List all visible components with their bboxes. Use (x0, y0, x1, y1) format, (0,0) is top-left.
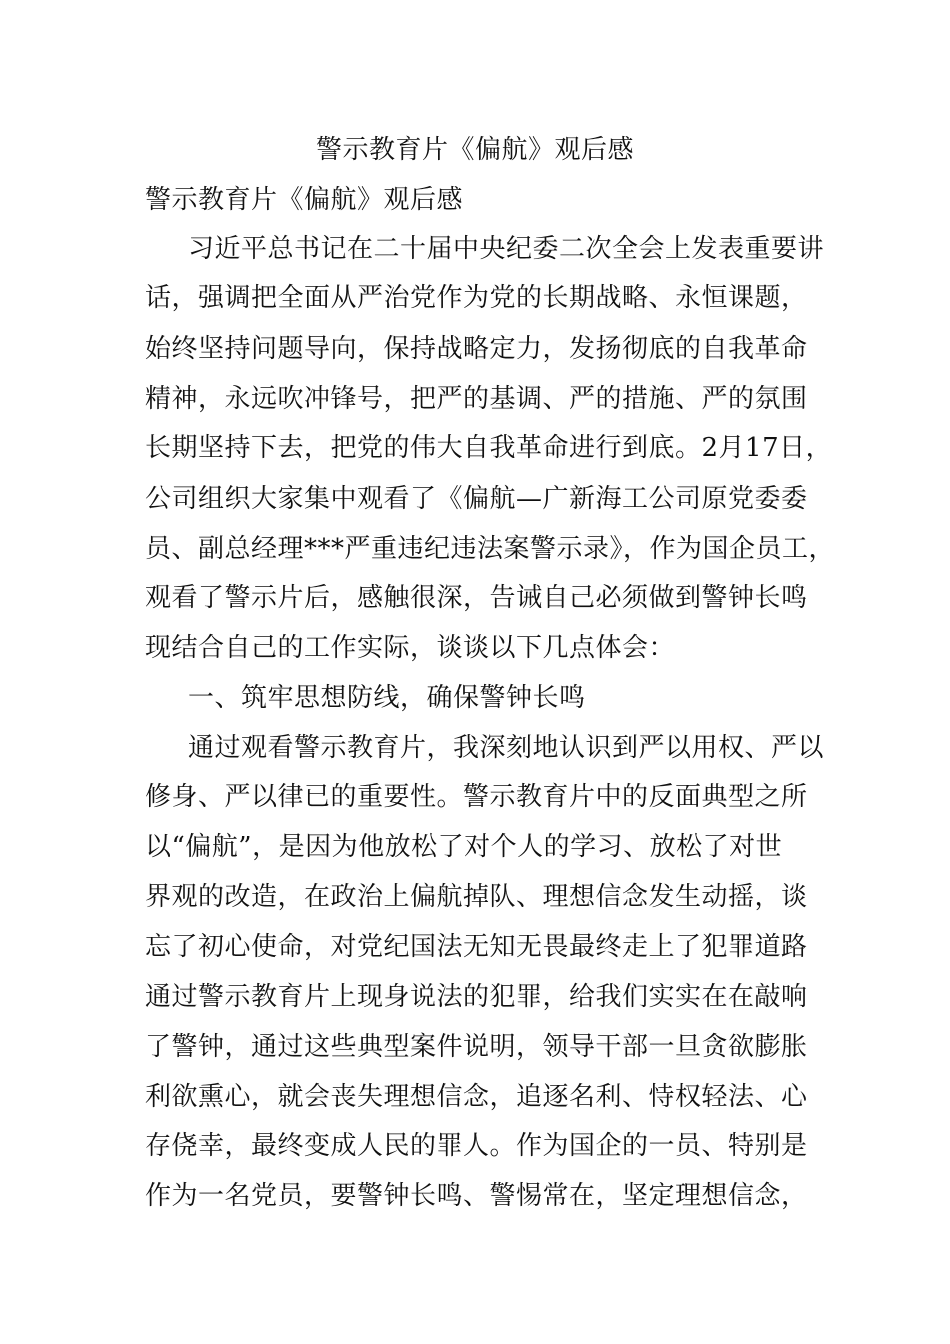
paragraph-line: 通过观看警示教育片，我深刻地认识到严以用权、严以 (188, 733, 825, 763)
document-title: 警示教育片《偏航》观后感 (315, 135, 634, 165)
paragraph-line: 了警钟，通过这些典型案件说明，领导干部一旦贪欲膨胀 (145, 1032, 808, 1062)
paragraph-line: 作为一名党员，要警钟长鸣、警惕常在，坚定理想信念， (145, 1181, 808, 1211)
paragraph-line: 员、副总经理***严重违纪违法案警示录》，作为国企员工， (145, 534, 836, 564)
paragraph-line: 精神，永远吹冲锋号，把严的基调、严的措施、严的氛围 (145, 384, 808, 414)
document-subtitle: 警示教育片《偏航》观后感 (145, 185, 464, 215)
paragraph-line: 修身、严以律已的重要性。警示教育片中的反面典型之所 (145, 782, 808, 812)
paragraph-line: 公司组织大家集中观看了《偏航—广新海工公司原党委委 (145, 484, 808, 514)
paragraph-line: 话，强调把全面从严治党作为党的长期战略、永恒课题， (145, 283, 808, 313)
paragraph-line: 利欲熏心，就会丧失理想信念，追逐名利、恃权轻法、心 (145, 1082, 808, 1112)
paragraph-line: 存侥幸，最终变成人民的罪人。作为国企的一员、特别是 (145, 1131, 808, 1161)
paragraph-line: 通过警示教育片上现身说法的犯罪，给我们实实在在敲响 (145, 982, 808, 1012)
paragraph-line: 观看了警示片后，感触很深，告诫自己必须做到警钟长鸣 (145, 583, 808, 613)
paragraph-line: 始终坚持问题导向，保持战略定力，发扬彻底的自我革命 (145, 334, 808, 364)
paragraph-line: 习近平总书记在二十届中央纪委二次全会上发表重要讲 (188, 234, 825, 264)
paragraph-line: 现结合自己的工作实际，谈谈以下几点体会： (145, 633, 676, 663)
section-heading: 一、筑牢思想防线，确保警钟长鸣 (188, 683, 586, 713)
paragraph-line: 界观的改造，在政治上偏航掉队、理想信念发生动摇，谈 (145, 882, 808, 912)
paragraph-line: 以“偏航”，是因为他放松了对个人的学习、放松了对世 (145, 832, 783, 862)
paragraph-line: 长期坚持下去，把党的伟大自我革命进行到底。2月17日， (145, 433, 833, 463)
paragraph-line: 忘了初心使命，对党纪国法无知无畏最终走上了犯罪道路 (145, 932, 808, 962)
